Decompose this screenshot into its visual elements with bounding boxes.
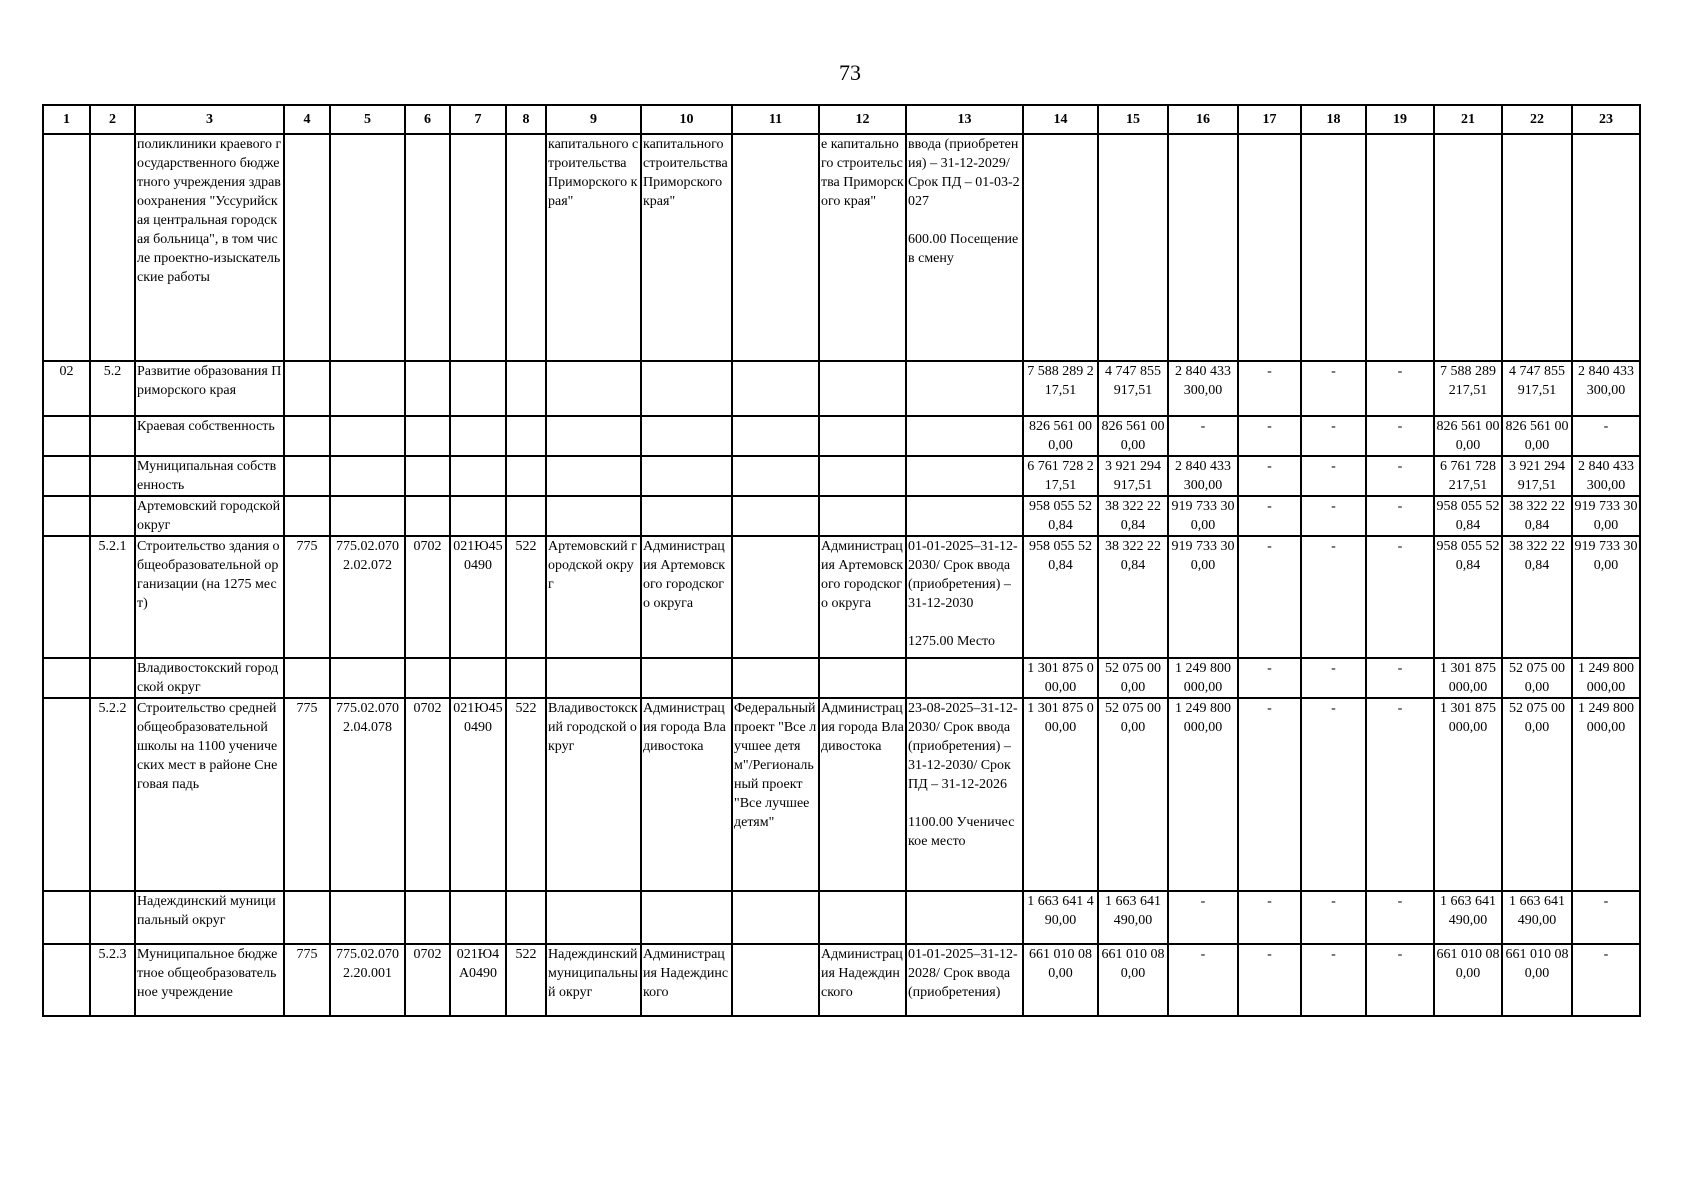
table-cell: 6 761 728 217,51 <box>1434 456 1502 496</box>
table-cell: - <box>1301 944 1366 1016</box>
table-cell <box>1098 134 1168 361</box>
table-cell <box>732 456 819 496</box>
table-cell: - <box>1301 536 1366 658</box>
table-cell <box>819 361 906 416</box>
table-cell: - <box>1366 944 1434 1016</box>
table-cell: - <box>1572 416 1640 456</box>
table-cell <box>43 416 90 456</box>
table-cell <box>405 416 450 456</box>
table-cell: - <box>1366 416 1434 456</box>
column-header: 17 <box>1238 105 1301 134</box>
table-cell: 5.2 <box>90 361 135 416</box>
table-cell: Администрация города Владивостока <box>819 698 906 891</box>
table-cell <box>819 658 906 698</box>
table-cell <box>330 496 405 536</box>
table-cell <box>90 134 135 361</box>
table-cell: 1 663 641 490,00 <box>1098 891 1168 944</box>
table-cell: 02 <box>43 361 90 416</box>
table-cell <box>284 456 330 496</box>
table-cell <box>43 456 90 496</box>
table-cell <box>732 944 819 1016</box>
table-cell: е капитального строительства Приморского края" <box>819 134 906 361</box>
table-cell: - <box>1238 944 1301 1016</box>
table-cell: 38 322 220,84 <box>1098 536 1168 658</box>
table-cell <box>450 361 506 416</box>
table-cell: - <box>1168 891 1238 944</box>
table-cell: 661 010 080,00 <box>1023 944 1098 1016</box>
column-header: 6 <box>405 105 450 134</box>
table-cell: 522 <box>506 536 546 658</box>
table-cell <box>450 416 506 456</box>
table-cell <box>641 361 732 416</box>
table-cell <box>546 361 641 416</box>
table-cell <box>330 416 405 456</box>
table-cell <box>506 496 546 536</box>
table-cell <box>641 658 732 698</box>
table-cell: 1 249 800 000,00 <box>1572 658 1640 698</box>
table-cell <box>284 658 330 698</box>
table-cell <box>819 456 906 496</box>
table-cell <box>90 891 135 944</box>
table-row <box>43 416 1640 456</box>
table-cell: - <box>1301 891 1366 944</box>
table-row <box>43 134 1640 361</box>
table-cell: 3 921 294 917,51 <box>1098 456 1168 496</box>
table-cell: Администрация Надеждинского <box>641 944 732 1016</box>
table-cell: 2 840 433 300,00 <box>1572 361 1640 416</box>
table-cell: 661 010 080,00 <box>1434 944 1502 1016</box>
table-cell: - <box>1168 416 1238 456</box>
column-header: 15 <box>1098 105 1168 134</box>
table-cell: 775 <box>284 536 330 658</box>
table-cell: капитального строительства Приморского края" <box>641 134 732 361</box>
table-cell <box>284 416 330 456</box>
column-header: 10 <box>641 105 732 134</box>
table-cell: 7 588 289 217,51 <box>1434 361 1502 416</box>
table-cell: Администрация Артемовского городского округа <box>641 536 732 658</box>
table-cell: - <box>1238 536 1301 658</box>
investment-program-table <box>42 104 1641 1017</box>
table-cell: 1 249 800 000,00 <box>1572 698 1640 891</box>
table-cell: 021Ю450490 <box>450 698 506 891</box>
table-cell: 1 301 875 000,00 <box>1023 658 1098 698</box>
table-cell <box>90 456 135 496</box>
table-cell: 826 561 000,00 <box>1098 416 1168 456</box>
table-cell: - <box>1366 361 1434 416</box>
table-cell: ввода (приобретения) – 31-12-2029/ Срок ПД – 01-03-2027 600.00 Посещение в смену <box>906 134 1023 361</box>
table-cell <box>330 361 405 416</box>
table-cell <box>906 361 1023 416</box>
table-cell <box>450 658 506 698</box>
table-cell: 23-08-2025–31-12-2030/ Срок ввода (приобретения) – 31-12-2030/ Срок ПД – 31-12-2026 1100.00 Ученическое место <box>906 698 1023 891</box>
table-cell <box>641 416 732 456</box>
table-cell: - <box>1301 416 1366 456</box>
table-cell: 0702 <box>405 944 450 1016</box>
table-cell: 021Ю4А0490 <box>450 944 506 1016</box>
table-cell: 5.2.3 <box>90 944 135 1016</box>
column-header: 2 <box>90 105 135 134</box>
table-cell: 52 075 000,00 <box>1098 698 1168 891</box>
table-cell <box>43 536 90 658</box>
table-cell: 38 322 220,84 <box>1502 496 1572 536</box>
table-cell <box>330 134 405 361</box>
table-cell: 1 301 875 000,00 <box>1434 698 1502 891</box>
table-cell <box>43 496 90 536</box>
table-cell <box>450 134 506 361</box>
table-cell: - <box>1366 698 1434 891</box>
table-cell <box>405 361 450 416</box>
column-header: 16 <box>1168 105 1238 134</box>
table-cell <box>405 456 450 496</box>
table-cell: 1 663 641 490,00 <box>1434 891 1502 944</box>
table-cell <box>1238 134 1301 361</box>
table-cell <box>450 496 506 536</box>
table-cell <box>732 891 819 944</box>
table-row <box>43 456 1640 496</box>
table-cell <box>906 416 1023 456</box>
table-cell <box>405 891 450 944</box>
table-cell: 522 <box>506 944 546 1016</box>
table-cell <box>732 658 819 698</box>
table-cell: 5.2.2 <box>90 698 135 891</box>
table-cell: - <box>1238 416 1301 456</box>
table-cell: - <box>1301 698 1366 891</box>
table-cell <box>506 891 546 944</box>
table-cell <box>405 496 450 536</box>
table-cell: капитального строительства Приморского края" <box>546 134 641 361</box>
table-cell: - <box>1301 658 1366 698</box>
table-cell <box>819 496 906 536</box>
table-cell: Администрация города Владивостока <box>641 698 732 891</box>
table-cell: 52 075 000,00 <box>1098 658 1168 698</box>
table-row <box>43 658 1640 698</box>
table-cell: 0702 <box>405 536 450 658</box>
table-cell <box>819 891 906 944</box>
table-cell <box>732 416 819 456</box>
table-cell: 1 663 641 490,00 <box>1502 891 1572 944</box>
column-header: 8 <box>506 105 546 134</box>
table-body <box>43 105 1640 1016</box>
table-cell <box>732 134 819 361</box>
table-cell <box>546 658 641 698</box>
table-cell <box>506 416 546 456</box>
column-header: 5 <box>330 105 405 134</box>
table-cell: 826 561 000,00 <box>1023 416 1098 456</box>
table-cell: 3 921 294 917,51 <box>1502 456 1572 496</box>
table-cell <box>641 891 732 944</box>
table-cell: 1 249 800 000,00 <box>1168 658 1238 698</box>
table-cell: - <box>1301 456 1366 496</box>
table-cell: - <box>1238 698 1301 891</box>
table-cell <box>732 536 819 658</box>
table-cell: - <box>1238 456 1301 496</box>
table-cell: 775 <box>284 698 330 891</box>
table-cell: - <box>1572 891 1640 944</box>
table-cell: 919 733 300,00 <box>1168 536 1238 658</box>
table-cell: 775 <box>284 944 330 1016</box>
table-cell: - <box>1572 944 1640 1016</box>
table-header-row <box>43 105 1640 134</box>
table-cell <box>1366 134 1434 361</box>
table-cell: 958 055 520,84 <box>1434 496 1502 536</box>
table-cell: 1 249 800 000,00 <box>1168 698 1238 891</box>
table-cell: Артемовский городской округ <box>135 496 284 536</box>
table-cell <box>43 134 90 361</box>
table-cell <box>1572 134 1640 361</box>
table-cell: 775.02.0702.02.072 <box>330 536 405 658</box>
table-cell: 522 <box>506 698 546 891</box>
table-cell <box>546 891 641 944</box>
column-header: 18 <box>1301 105 1366 134</box>
table-cell: 2 840 433 300,00 <box>1168 361 1238 416</box>
table-cell <box>506 361 546 416</box>
table-cell: Владивостокский городской округ <box>546 698 641 891</box>
table-cell: 958 055 520,84 <box>1434 536 1502 658</box>
column-header: 7 <box>450 105 506 134</box>
column-header: 11 <box>732 105 819 134</box>
table-cell: 52 075 000,00 <box>1502 698 1572 891</box>
table-cell: 52 075 000,00 <box>1502 658 1572 698</box>
table-cell: Строительство средней общеобразовательной школы на 1100 ученических мест в районе Снеговая падь <box>135 698 284 891</box>
table-cell: 1 301 875 000,00 <box>1434 658 1502 698</box>
table-cell: 4 747 855 917,51 <box>1502 361 1572 416</box>
table-cell <box>90 658 135 698</box>
table-cell: - <box>1301 361 1366 416</box>
table-cell: 1 301 875 000,00 <box>1023 698 1098 891</box>
table-cell: 661 010 080,00 <box>1502 944 1572 1016</box>
table-cell: 919 733 300,00 <box>1572 496 1640 536</box>
column-header: 3 <box>135 105 284 134</box>
table-cell: 0702 <box>405 698 450 891</box>
table-cell <box>732 496 819 536</box>
column-header: 23 <box>1572 105 1640 134</box>
table-cell: 826 561 000,00 <box>1502 416 1572 456</box>
column-header: 13 <box>906 105 1023 134</box>
table-cell <box>1434 134 1502 361</box>
table-cell <box>506 658 546 698</box>
column-header: 19 <box>1366 105 1434 134</box>
table-cell: 01-01-2025–31-12-2028/ Срок ввода (приобретения) <box>906 944 1023 1016</box>
table-cell <box>819 416 906 456</box>
table-cell: 01-01-2025–31-12-2030/ Срок ввода (приобретения) – 31-12-2030 1275.00 Место <box>906 536 1023 658</box>
table-cell: - <box>1238 496 1301 536</box>
table-cell <box>284 361 330 416</box>
table-cell: - <box>1366 456 1434 496</box>
column-header: 4 <box>284 105 330 134</box>
table-cell <box>405 134 450 361</box>
table-cell: 919 733 300,00 <box>1572 536 1640 658</box>
table-cell: Муниципальная собственность <box>135 456 284 496</box>
table-cell: поликлиники краевого государственного бюджетного учреждения здравоохранения "Уссурийская центральная городская больница", в том числе проектно-изыскательские работы <box>135 134 284 361</box>
table-cell <box>450 891 506 944</box>
table-cell: 775.02.0702.20.001 <box>330 944 405 1016</box>
table-row <box>43 361 1640 416</box>
table-cell <box>1168 134 1238 361</box>
table-cell: Администрация Надеждинского <box>819 944 906 1016</box>
table-row <box>43 698 1640 891</box>
table-cell: 1 663 641 490,00 <box>1023 891 1098 944</box>
table-cell <box>641 496 732 536</box>
table-cell <box>284 891 330 944</box>
table-cell <box>405 658 450 698</box>
table-cell: 958 055 520,84 <box>1023 496 1098 536</box>
table-cell: - <box>1168 944 1238 1016</box>
table-cell: - <box>1238 891 1301 944</box>
column-header: 1 <box>43 105 90 134</box>
column-header: 22 <box>1502 105 1572 134</box>
table-cell <box>546 456 641 496</box>
table-cell <box>1301 134 1366 361</box>
table-cell: 2 840 433 300,00 <box>1572 456 1640 496</box>
table-cell: Краевая собственность <box>135 416 284 456</box>
table-cell: Строительство здания общеобразовательной организации (на 1275 мест) <box>135 536 284 658</box>
table-cell: Развитие образования Приморского края <box>135 361 284 416</box>
table-cell: 4 747 855 917,51 <box>1098 361 1168 416</box>
page-number: 73 <box>839 60 861 85</box>
column-header: 12 <box>819 105 906 134</box>
table-cell: 38 322 220,84 <box>1502 536 1572 658</box>
table-cell <box>284 496 330 536</box>
table-cell: 7 588 289 217,51 <box>1023 361 1098 416</box>
table-cell: 5.2.1 <box>90 536 135 658</box>
table-cell: Надеждинский муниципальный округ <box>135 891 284 944</box>
table-cell: 919 733 300,00 <box>1168 496 1238 536</box>
table-cell <box>906 658 1023 698</box>
table-row <box>43 496 1640 536</box>
table-cell <box>330 456 405 496</box>
table-cell <box>43 698 90 891</box>
table-cell <box>906 496 1023 536</box>
table-cell: Надеждинский муниципальный округ <box>546 944 641 1016</box>
table-cell: Артемовский городской округ <box>546 536 641 658</box>
table-cell <box>906 456 1023 496</box>
table-cell <box>906 891 1023 944</box>
table-cell <box>330 658 405 698</box>
table-cell <box>732 361 819 416</box>
table-cell: - <box>1366 658 1434 698</box>
table-cell <box>330 891 405 944</box>
table-cell <box>284 134 330 361</box>
table-cell: 661 010 080,00 <box>1098 944 1168 1016</box>
table-cell <box>43 944 90 1016</box>
table-cell: - <box>1366 496 1434 536</box>
table-cell: 38 322 220,84 <box>1098 496 1168 536</box>
column-header: 21 <box>1434 105 1502 134</box>
table-cell <box>1023 134 1098 361</box>
table-cell <box>506 456 546 496</box>
table-cell: 2 840 433 300,00 <box>1168 456 1238 496</box>
table-cell: 775.02.0702.04.078 <box>330 698 405 891</box>
column-header: 9 <box>546 105 641 134</box>
table-cell: - <box>1366 891 1434 944</box>
table-cell <box>641 456 732 496</box>
table-row <box>43 536 1640 658</box>
table-cell <box>506 134 546 361</box>
column-header: 14 <box>1023 105 1098 134</box>
table-cell <box>546 496 641 536</box>
table-cell: Владивостокский городской округ <box>135 658 284 698</box>
table-cell: - <box>1301 496 1366 536</box>
table-cell <box>43 658 90 698</box>
table-cell <box>1502 134 1572 361</box>
table-cell <box>90 496 135 536</box>
table-cell <box>450 456 506 496</box>
table-cell: 6 761 728 217,51 <box>1023 456 1098 496</box>
table-row <box>43 891 1640 944</box>
table-cell: - <box>1366 536 1434 658</box>
table-cell: Администрация Артемовского городского округа <box>819 536 906 658</box>
table-cell <box>90 416 135 456</box>
table-cell: 958 055 520,84 <box>1023 536 1098 658</box>
table-cell: 826 561 000,00 <box>1434 416 1502 456</box>
table-row <box>43 944 1640 1016</box>
table-cell: Муниципальное бюджетное общеобразовательное учреждение <box>135 944 284 1016</box>
table-cell: - <box>1238 658 1301 698</box>
table-cell: - <box>1238 361 1301 416</box>
table-cell <box>546 416 641 456</box>
table-cell: 021Ю450490 <box>450 536 506 658</box>
table-cell: Федеральный проект "Все лучшее детям"/Региональный проект "Все лучшее детям" <box>732 698 819 891</box>
table-cell <box>43 891 90 944</box>
